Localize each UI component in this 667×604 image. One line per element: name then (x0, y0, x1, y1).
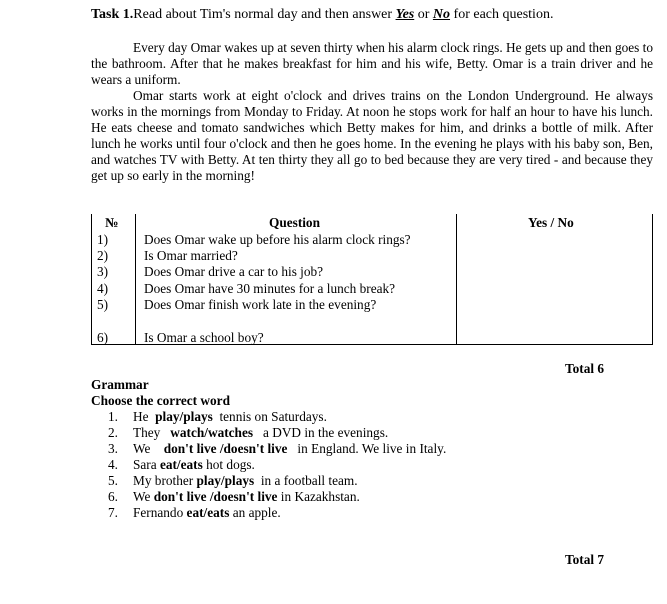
item-number: 2. (108, 425, 118, 440)
item-post: in England. We live in Italy. (287, 441, 447, 456)
item-number: 4. (108, 457, 118, 472)
grammar-subtitle: Choose the correct word (91, 393, 230, 408)
list-item (108, 425, 388, 441)
item-choice: eat/eats (159, 457, 203, 472)
task-text-before: Read about Tim's normal day and then answer (133, 7, 396, 22)
reading-paragraph-1: Every day Omar wakes up at seven thirty when his alarm clock rings. He gets up and then goes to the bathroom. After that he makes breakfast for him and his wife, Betty. Omar is a train driver and he wears a uniform. (91, 40, 653, 87)
no-keyword: No (432, 7, 451, 22)
item-post: an apple. (229, 505, 281, 520)
item-choice: play/plays (196, 473, 255, 488)
table-border-right (652, 214, 653, 345)
item-choice: watch/watches (170, 425, 254, 440)
list-item (108, 505, 281, 521)
task-instruction (91, 7, 553, 23)
grammar-title: Grammar (91, 377, 149, 392)
item-pre: They (133, 425, 171, 440)
row-num: 1) (97, 232, 109, 247)
list-item (108, 409, 327, 425)
total-score-2: Total 7 (565, 552, 605, 567)
item-pre: Fernando (133, 505, 187, 520)
item-post: a DVD in the evenings. (253, 425, 389, 440)
row-num: 5) (97, 297, 109, 312)
row-question: Does Omar finish work late in the evening? (144, 297, 377, 312)
row-num: 6) (97, 330, 109, 345)
row-num: 3) (97, 264, 109, 279)
item-post: in Kazakhstan. (277, 489, 360, 504)
header-answer: Yes / No (528, 215, 574, 230)
row-num: 4) (97, 281, 109, 296)
item-pre: We (133, 441, 164, 456)
list-item (108, 473, 358, 489)
item-choice: play/plays (155, 409, 213, 424)
table-border-left (91, 214, 92, 345)
row-question: Does Omar wake up before his alarm clock rings? (144, 232, 411, 247)
item-number: 1. (108, 409, 118, 424)
row-question: Is Omar a school boy? (144, 330, 264, 345)
row-question: Does Omar drive a car to his job? (144, 264, 324, 279)
item-number: 7. (108, 505, 118, 520)
item-post: hot dogs. (202, 457, 255, 472)
header-num: № (105, 215, 119, 230)
item-number: 3. (108, 441, 118, 456)
list-item (108, 457, 255, 473)
item-choice: eat/eats (186, 505, 230, 520)
task-label: Task 1. (91, 7, 134, 22)
list-item (108, 441, 446, 457)
reading-paragraph-2: Omar starts work at eight o'clock and drives trains on the London Underground. He always works in the mornings from Monday to Friday. At noon he stops work for half an hour to have his lunch. He eats cheese and tomato sandwiches which Betty makes for him, and drinks a bottle of milk. After lunch he works until four o'clock and then he goes home. In the evening he plays with his baby son, Ben, and watches TV with Betty. At ten thirty they all go to bed because they are very tired - and because they get up so early in the morning! (91, 88, 653, 183)
item-pre: We (133, 489, 154, 504)
item-choice: don't live /doesn't live (163, 441, 288, 456)
header-question: Question (269, 215, 320, 230)
item-number: 5. (108, 473, 118, 488)
row-question: Does Omar have 30 minutes for a lunch break? (144, 281, 396, 296)
list-item (108, 489, 360, 505)
item-choice: don't live /doesn't live (153, 489, 278, 504)
table-divider-num (135, 214, 136, 345)
table-divider-answer (456, 214, 457, 345)
row-question: Is Omar married? (144, 248, 238, 263)
item-number: 6. (108, 489, 118, 504)
item-post: in a football team. (254, 473, 358, 488)
questions-table (91, 214, 653, 345)
item-pre: He (133, 409, 156, 424)
total-score-1: Total 6 (565, 361, 605, 376)
item-pre: Sara (133, 457, 160, 472)
row-num: 2) (97, 248, 109, 263)
task-text-after: for each question. (450, 7, 554, 22)
item-pre: My brother (133, 473, 197, 488)
yes-keyword: Yes (395, 7, 415, 22)
task-or: or (414, 7, 433, 22)
item-post: tennis on Saturdays. (212, 409, 327, 424)
